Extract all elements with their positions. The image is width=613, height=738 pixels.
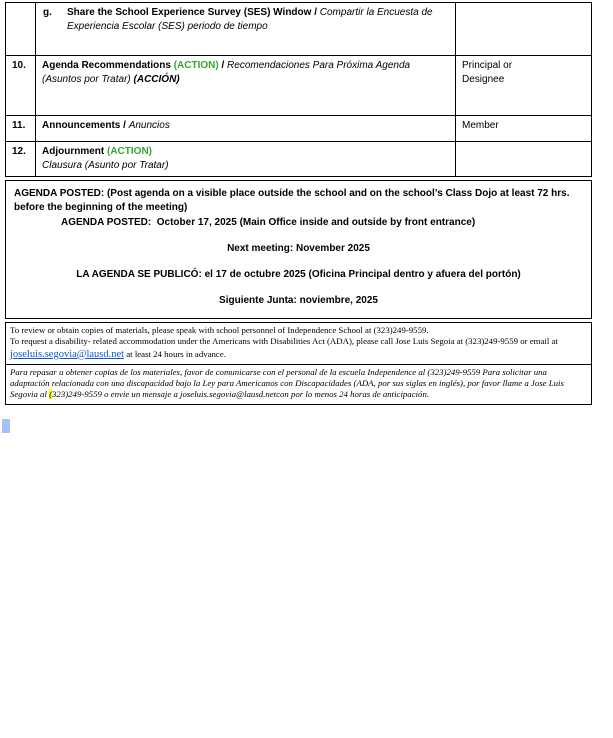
row-number: 11.	[6, 116, 36, 142]
item-title-spanish: Anuncios	[128, 120, 170, 131]
item-title-spanish: Recomendaciones Para Próxima Agenda (Asuntos por Tratar)	[42, 60, 411, 85]
item-cell	[36, 116, 456, 142]
item-title-english: Agenda Recommendations	[42, 60, 174, 71]
email-link[interactable]: joseluis.segovia@lausd.net	[10, 348, 125, 360]
responsible-text: Principal or Designee	[462, 60, 513, 85]
text-cursor	[2, 419, 10, 433]
posted-notice: AGENDA POSTED: (Post agenda on a visible place outside the school and on the school’s Class Dojo at least 72 hrs. before the beginning of the meeting)	[14, 188, 570, 213]
separator: /	[311, 7, 320, 18]
responsible-cell	[456, 116, 592, 142]
table-row-11	[6, 116, 592, 142]
action-label: (ACTION)	[107, 146, 152, 157]
table-row-12	[6, 142, 592, 177]
accessibility-notice-english	[6, 323, 591, 365]
phone-highlight: (	[49, 389, 53, 400]
agenda-posted-box	[5, 180, 592, 319]
item-title-english: Share the School Experience Survey (SES) Window	[67, 7, 312, 18]
agenda-table	[5, 2, 592, 177]
item-cell	[36, 56, 456, 116]
responsible-cell	[456, 56, 592, 116]
row-number-cell	[6, 3, 36, 56]
item-title-spanish: Compartir la Encuesta de Experiencia Escolar (SES) periodo de tiempo	[67, 7, 433, 32]
row-number: 12.	[6, 142, 36, 177]
spanish-notice-post: 323)249-9559 o envie un mensaje a joseluis.segovia@lausd.netcon por lo menos 24 horas de anticipación.	[52, 389, 430, 400]
separator: /	[218, 60, 228, 71]
item-letter: g.	[43, 7, 52, 18]
row-number: 10.	[6, 56, 36, 116]
item-text	[67, 6, 449, 34]
responsible-cell	[456, 3, 592, 56]
action-label: (ACTION)	[173, 60, 219, 71]
separator: /	[120, 120, 129, 131]
document-page	[5, 2, 592, 405]
table-row-10	[6, 56, 592, 116]
table-row-g	[6, 3, 592, 56]
item-cell	[36, 142, 456, 177]
next-meeting-line: Next meeting: November 2025	[227, 243, 370, 254]
item-cell	[36, 3, 456, 56]
posted-date-line: AGENDA POSTED: October 17, 2025 (Main Office inside and outside by front entrance)	[61, 217, 476, 228]
responsible-cell	[456, 142, 592, 177]
posted-notice-spanish: LA AGENDA SE PUBLICÓ: el 17 de octubre 2025 (Oficina Principal dentro y afuera del portón)	[76, 269, 521, 280]
footer-notices	[5, 322, 592, 405]
item-title-english: Announcements	[42, 120, 121, 131]
notice-line-2-post: at least 24 hours in advance.	[124, 348, 226, 359]
notice-line-1: To review or obtain copies of materials, please speak with school personnel of Independence School at (323)249-9559.	[10, 325, 429, 335]
item-title-line	[42, 145, 449, 159]
notice-line-2	[10, 336, 587, 361]
notice-line-2-pre: To request a disability- related accommodation under the Americans with Disabilities Act (ADA), please call Jose Luis Segoia at (323)249-9559 or email at	[10, 336, 558, 347]
action-label-spanish: (ACCIÓN)	[133, 74, 180, 85]
responsible-text: Member	[462, 120, 499, 131]
spanish-notice-pre: Para repasar u obtener copias de los materiales, favor de comunicarse con el personal de la escuela Independence al (323)249-9559 Para solicitar una adaptación relacionada con una discapacidad bajo la Ley para Americanos con Discapacidades (ADA, por sus siglas en inglés), por favor llame a Jose Luis Segovia al	[10, 366, 564, 400]
accessibility-notice-spanish	[6, 365, 591, 404]
item-title-english: Adjournment	[42, 146, 107, 157]
item-title-spanish: Clausura (Asunto por Tratar)	[42, 160, 169, 171]
next-meeting-spanish: Siguiente Junta: noviembre, 2025	[219, 295, 378, 306]
